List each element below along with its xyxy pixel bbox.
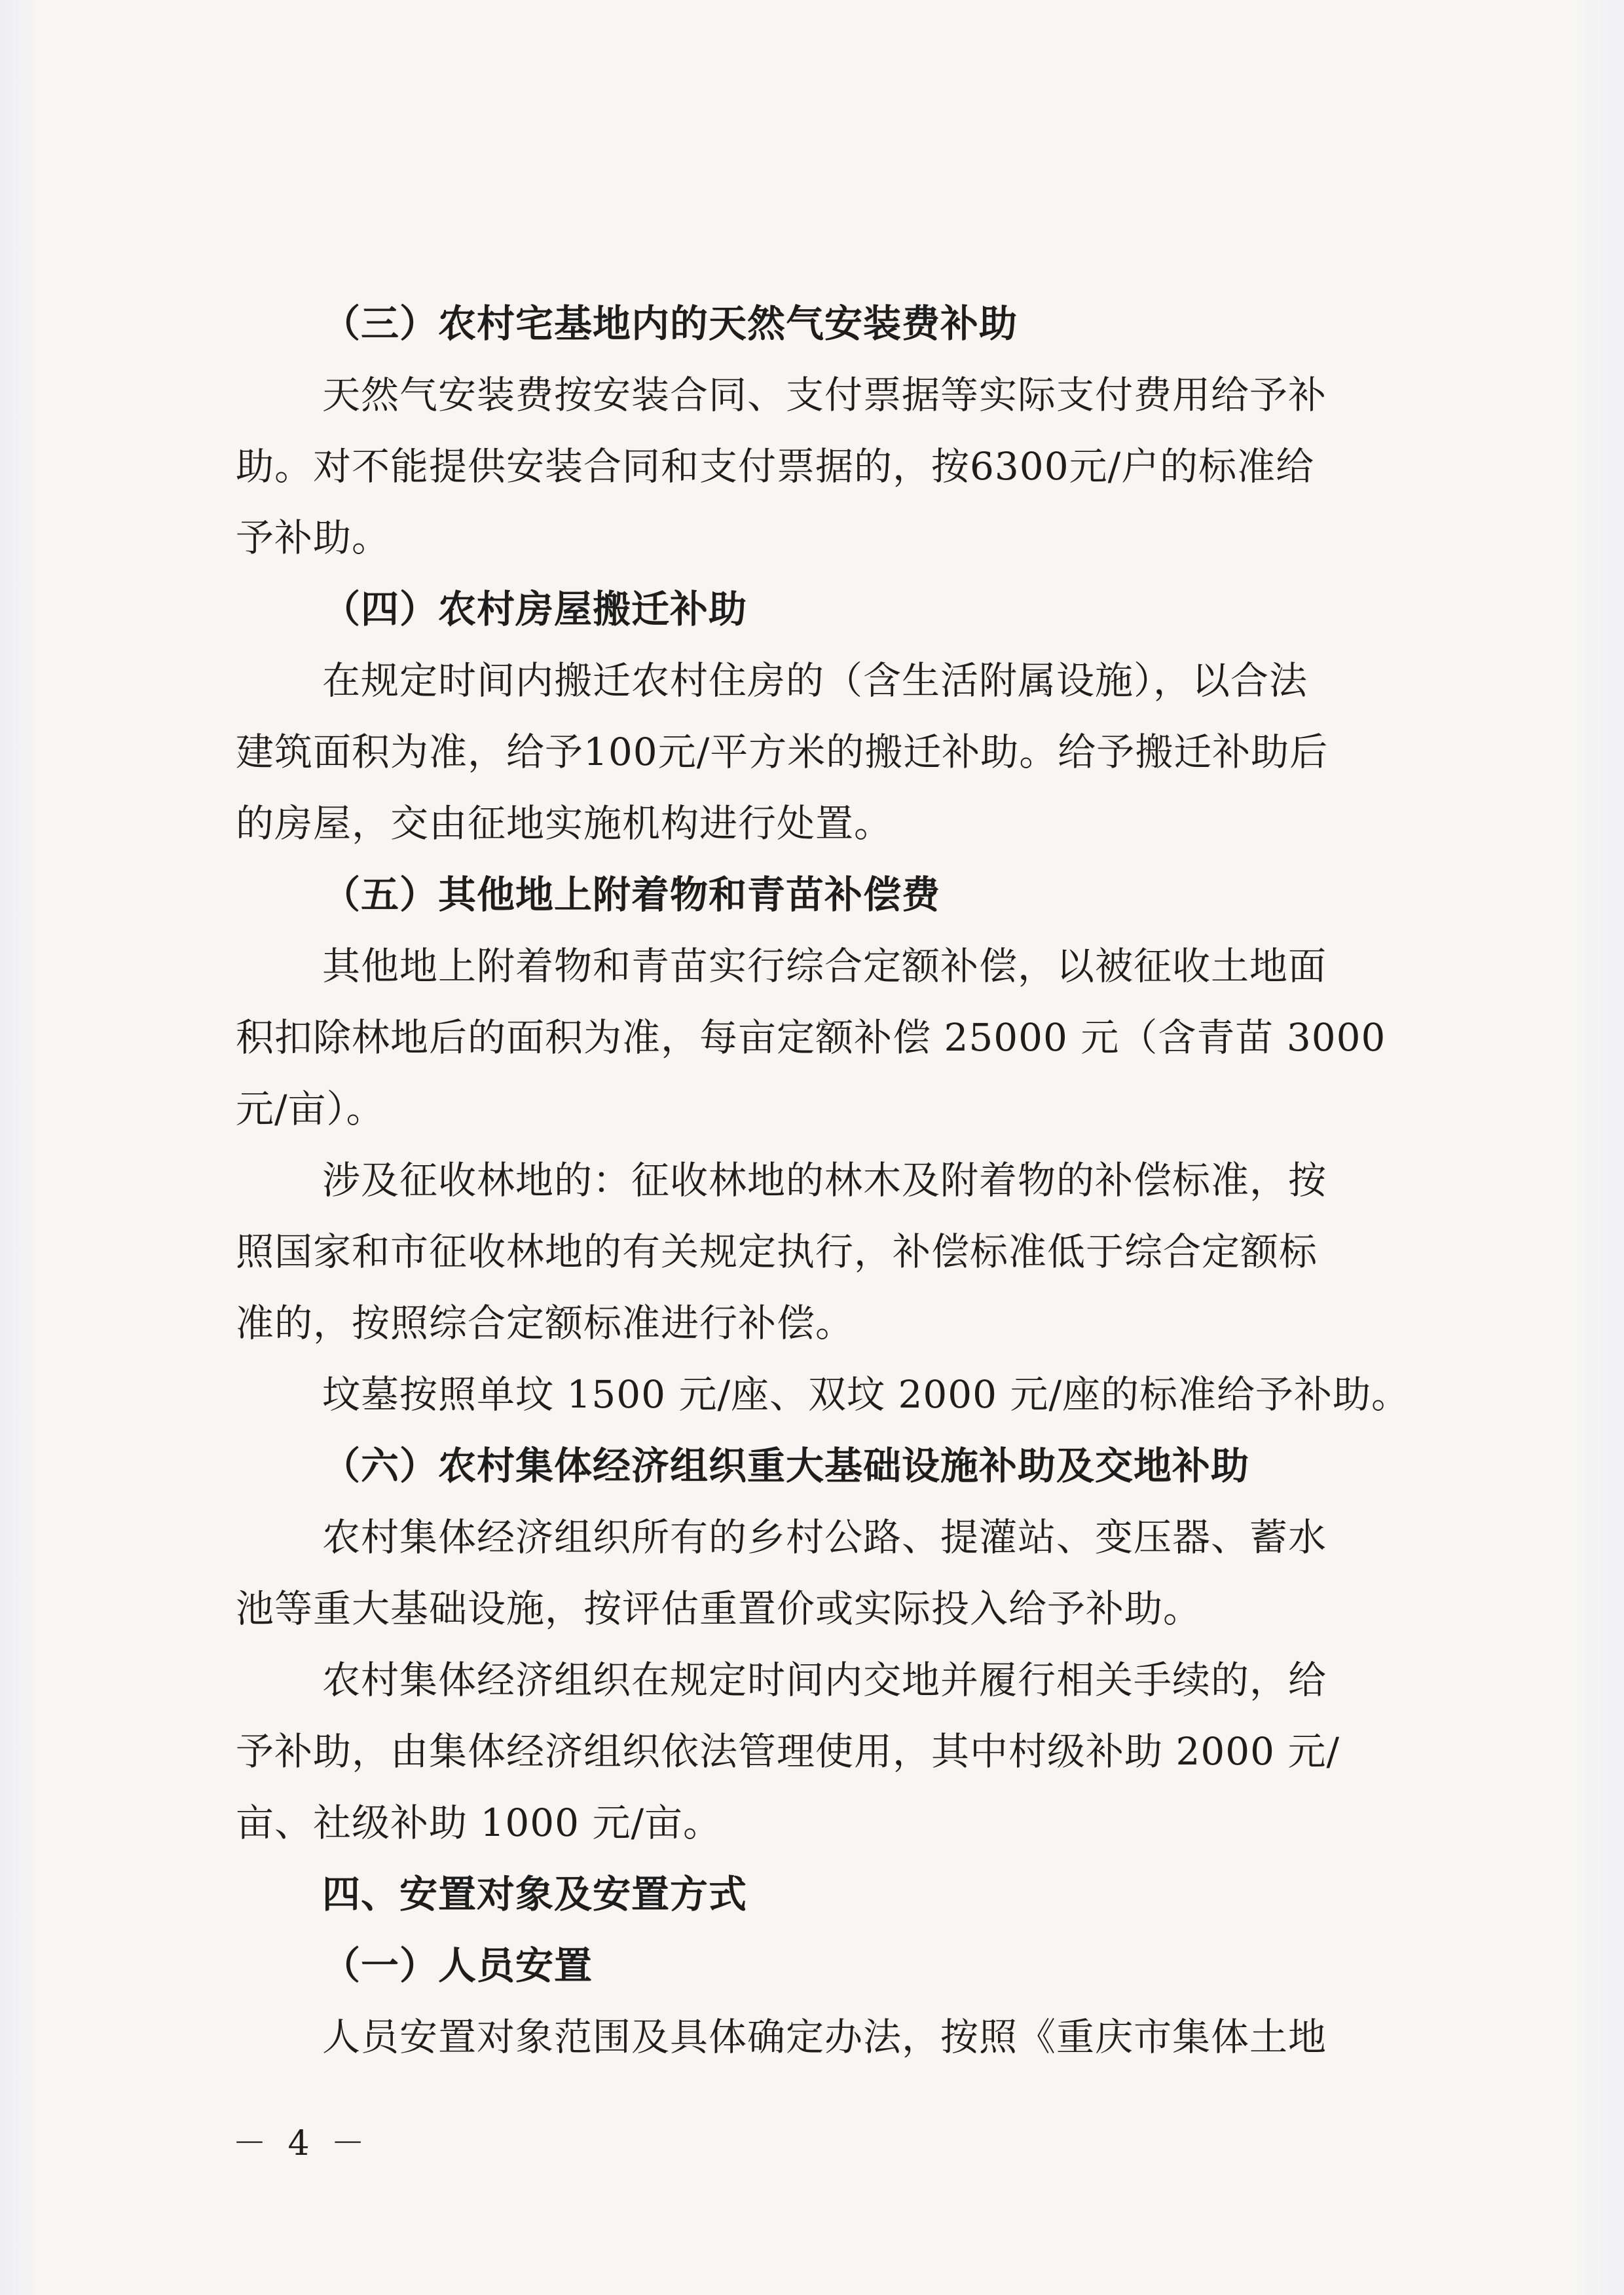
text-line: 助。对不能提供安装合同和支付票据的，按6300元/户的标准给 xyxy=(236,444,1315,489)
text-line: 农村集体经济组织在规定时间内交地并履行相关手续的，给 xyxy=(322,1658,1327,1702)
text-line: 的房屋，交由征地实施机构进行处置。 xyxy=(236,801,893,846)
text-line: 在规定时间内搬迁农村住房的（含生活附属设施），以合法 xyxy=(322,658,1308,703)
text-line: 池等重大基础设施，按评估重置价或实际投入给予补助。 xyxy=(236,1586,1202,1631)
page-number: － 4 － xyxy=(232,2124,371,2163)
text-line: 亩、社级补助 1000 元/亩。 xyxy=(236,1801,722,1845)
section-heading: （六）农村集体经济组织重大基础设施补助及交地补助 xyxy=(322,1444,1250,1488)
text-line: 准的，按照综合定额标准进行补偿。 xyxy=(236,1301,855,1345)
document-body xyxy=(236,288,1441,2073)
text-line: 予补助，由集体经济组织依法管理使用，其中村级补助 2000 元/ xyxy=(236,1729,1340,1774)
text-line: 农村集体经济组织所有的乡村公路、提灌站、变压器、蓄水 xyxy=(322,1515,1327,1559)
text-line: 其他地上附着物和青苗实行综合定额补偿，以被征收土地面 xyxy=(322,944,1327,988)
section-heading: （四）农村房屋搬迁补助 xyxy=(322,587,748,631)
text-line: 建筑面积为准，给予100元/平方米的搬迁补助。给予搬迁补助后 xyxy=(236,730,1329,774)
text-line: 天然气安装费按安装合同、支付票据等实际支付费用给予补 xyxy=(322,373,1327,417)
text-line: 照国家和市征收林地的有关规定执行，补偿标准低于综合定额标 xyxy=(236,1229,1318,1274)
text-line: 人员安置对象范围及具体确定办法，按照《重庆市集体土地 xyxy=(322,2015,1327,2059)
text-line: 积扣除林地后的面积为准，每亩定额补偿 25000 元（含青苗 3000 xyxy=(236,1015,1386,1060)
text-line: 予补助。 xyxy=(236,515,391,560)
text-line: 涉及征收林地的：征收林地的林木及附着物的补偿标准，按 xyxy=(322,1158,1327,1203)
section-heading: （三）农村宅基地内的天然气安装费补助 xyxy=(322,301,1018,346)
section-heading: （一）人员安置 xyxy=(322,1943,593,1988)
text-line: 坟墓按照单坟 1500 元/座、双坟 2000 元/座的标准给予补助。 xyxy=(322,1372,1411,1417)
section-heading: 四、安置对象及安置方式 xyxy=(322,1872,748,1916)
text-line: 元/亩）。 xyxy=(236,1087,385,1131)
section-heading: （五）其他地上附着物和青苗补偿费 xyxy=(322,872,941,917)
